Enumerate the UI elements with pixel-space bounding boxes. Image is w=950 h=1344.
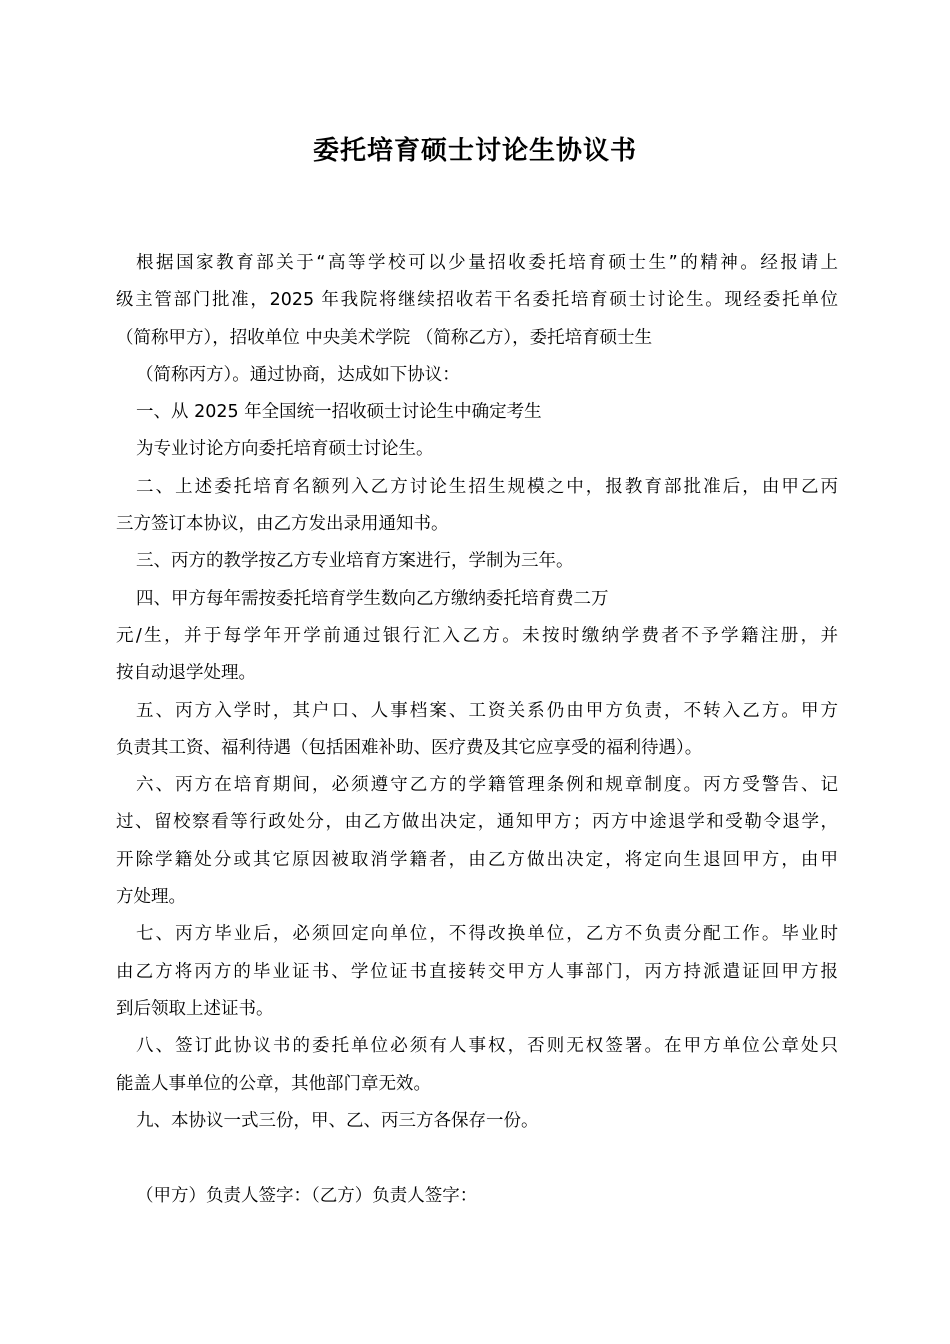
clause-6-line: 方处理。 xyxy=(116,887,186,908)
clause-6-line: 六、丙方在培育期间，必须遵守乙方的学籍管理条例和规章制度。丙方受警告、记 xyxy=(136,775,838,796)
clause-5-line: 五、丙方入学时，其户口、人事档案、工资关系仍由甲方负责，不转入乙方。甲方 xyxy=(136,700,838,721)
clause-6-line: 开除学籍处分或其它原因被取消学籍者，由乙方做出决定，将定向生退回甲方，由甲 xyxy=(116,849,838,870)
clause-7-line: 由乙方将丙方的毕业证书、学位证书直接转交甲方人事部门，丙方持派遣证回甲方报 xyxy=(116,961,838,982)
paragraph-line: （简称甲方），招收单位 中央美术学院 （简称乙方），委托培育硕士生 xyxy=(116,327,653,348)
clause-1-line: 为专业讨论方向委托培育硕士讨论生。 xyxy=(136,439,434,460)
clause-3-line: 三、丙方的教学按乙方专业培育方案进行，学制为三年。 xyxy=(136,551,574,572)
clause-5-line: 负责其工资、福利待遇（包括困难补助、医疗费及其它应享受的福利待遇）。 xyxy=(116,737,703,758)
clause-8-line: 能盖人事单位的公章，其他部门章无效。 xyxy=(116,1073,431,1094)
clause-1-line: 一、从 2025 年全国统一招收硕士讨论生中确定考生 xyxy=(136,402,542,423)
paragraph-line: （简称丙方）。通过协商，达成如下协议： xyxy=(136,364,460,385)
clause-4-line: 按自动退学处理。 xyxy=(116,663,256,684)
clause-9-line: 九、本协议一式三份，甲、乙、丙三方各保存一份。 xyxy=(136,1110,539,1131)
paragraph-line: 根据国家教育部关于“高等学校可以少量招收委托培育硕士生”的精神。经报请上 xyxy=(136,253,838,273)
clause-2-line: 二、上述委托培育名额列入乙方讨论生招生规模之中，报教育部批准后，由甲乙丙 xyxy=(136,476,838,497)
clause-8-line: 八、签订此协议书的委托单位必须有人事权，否则无权签署。在甲方单位公章处只 xyxy=(136,1036,838,1057)
clause-6-line: 过、留校察看等行政处分，由乙方做出决定，通知甲方；丙方中途退学和受勒令退学， xyxy=(116,812,838,833)
document-body xyxy=(116,245,838,1140)
signature-line: （甲方）负责人签字：（乙方）负责人签字： xyxy=(136,1186,478,1206)
clause-2-line: 三方签订本协议，由乙方发出录用通知书。 xyxy=(116,514,449,535)
clause-7-line: 七、丙方毕业后，必须回定向单位，不得改换单位，乙方不负责分配工作。毕业时 xyxy=(136,924,838,945)
clause-4-line: 四、甲方每年需按委托培育学生数向乙方缴纳委托培育费二万 xyxy=(136,588,609,609)
paragraph-line: 级主管部门批准，2025 年我院将继续招收若干名委托培育硕士讨论生。现经委托单位 xyxy=(116,290,838,311)
clause-7-line: 到后领取上述证书。 xyxy=(116,998,274,1019)
clause-4-line: 元/生，并于每学年开学前通过银行汇入乙方。未按时缴纳学费者不予学籍注册，并 xyxy=(116,625,838,646)
document-title: 委托培育硕士讨论生协议书 xyxy=(312,136,637,166)
